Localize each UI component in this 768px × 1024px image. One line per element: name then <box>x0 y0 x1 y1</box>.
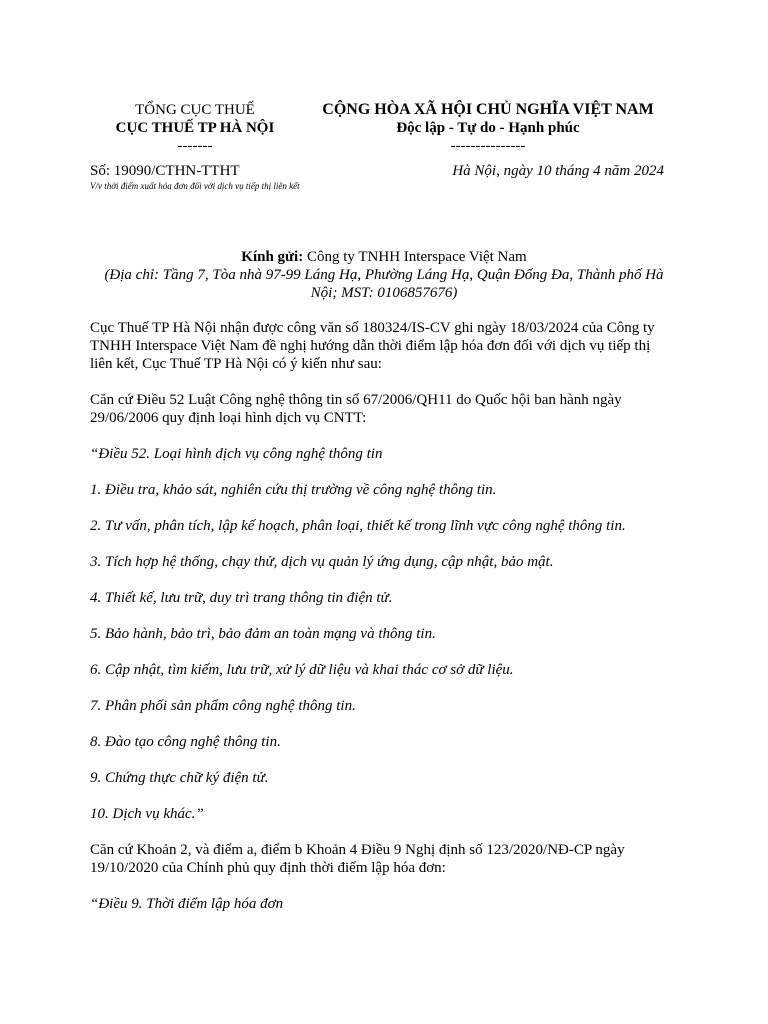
nation-motto: Độc lập - Tự do - Hạnh phúc <box>396 120 580 136</box>
basis-paragraph-2: Căn cứ Khoản 2, và điểm a, điểm b Khoản 4 Điều 9 Nghị định số 123/2020/NĐ-CP ngày 19/10/2020 của Chính phủ quy định thời điểm lập hóa đơn: <box>90 842 625 876</box>
article-52-item: 8. Đào tạo công nghệ thông tin. <box>90 734 281 750</box>
recipient-line <box>90 248 678 266</box>
issuer-org-name: CỤC THUẾ TP HÀ NỘI <box>115 120 275 136</box>
article-52-item: 1. Điều tra, khảo sát, nghiên cứu thị trường về công nghệ thông tin. <box>90 482 497 498</box>
issuer-block <box>90 101 300 155</box>
article-52-item: 10. Dịch vụ khác.” <box>90 806 204 822</box>
document-subject: V/v thời điểm xuất hóa đơn đối với dịch vụ tiếp thị liên kết <box>90 181 300 191</box>
issuer-parent-org: TỔNG CỤC THUẾ <box>135 102 255 118</box>
nation-rule: --------------- <box>450 138 526 154</box>
article-52-title: “Điều 52. Loại hình dịch vụ công nghệ thông tin <box>90 446 383 462</box>
intro-paragraph: Cục Thuế TP Hà Nội nhận được công văn số 180324/IS-CV ghi ngày 18/03/2024 của Công ty TNHH Interspace Việt Nam đề nghị hướng dẫn thời điểm lập hóa đơn đối với dịch vụ tiếp thị liên kết, Cục Thuế TP Hà Nội có ý kiến như sau: <box>90 320 655 372</box>
article-9-title: “Điều 9. Thời điểm lập hóa đơn <box>90 896 284 912</box>
document-date: Hà Nội, ngày 10 tháng 4 năm 2024 <box>452 163 664 179</box>
article-52-item: 7. Phân phối sản phẩm công nghệ thông tin. <box>90 698 356 714</box>
recipient-label: Kính gửi: <box>241 249 304 265</box>
document-number: Số: 19090/CTHN-TTHT <box>90 163 240 179</box>
article-52-item: 4. Thiết kế, lưu trữ, duy trì trang thông tin điện tử. <box>90 590 393 606</box>
recipient-name: Công ty TNHH Interspace Việt Nam <box>306 249 527 265</box>
article-52-item: 3. Tích hợp hệ thống, chạy thử, dịch vụ quản lý ứng dụng, cập nhật, bảo mật. <box>90 554 554 570</box>
article-52-item: 5. Bảo hành, bảo trì, bảo đảm an toàn mạng và thông tin. <box>90 626 436 642</box>
nation-title: CỘNG HÒA XÃ HỘI CHỦ NGHĨA VIỆT NAM <box>322 101 654 118</box>
recipient-address: (Địa chỉ: Tầng 7, Tòa nhà 97-99 Láng Hạ, Phường Láng Hạ, Quận Đống Đa, Thành phố Hà Nội; MST: 0106857676) <box>104 267 664 301</box>
article-52-item: 2. Tư vấn, phân tích, lập kế hoạch, phân loại, thiết kế trong lĩnh vực công nghệ thông tin. <box>90 518 626 534</box>
basis-paragraph-1: Căn cứ Điều 52 Luật Công nghệ thông tin số 67/2006/QH11 do Quốc hội ban hành ngày 29/06/2006 quy định loại hình dịch vụ CNTT: <box>90 392 622 426</box>
article-52-item: 9. Chứng thực chữ ký điện tử. <box>90 770 269 786</box>
article-52-item: 6. Cập nhật, tìm kiếm, lưu trữ, xử lý dữ liệu và khai thác cơ sở dữ liệu. <box>90 662 514 678</box>
nation-block <box>318 101 658 155</box>
issuer-rule: ------- <box>177 138 213 154</box>
